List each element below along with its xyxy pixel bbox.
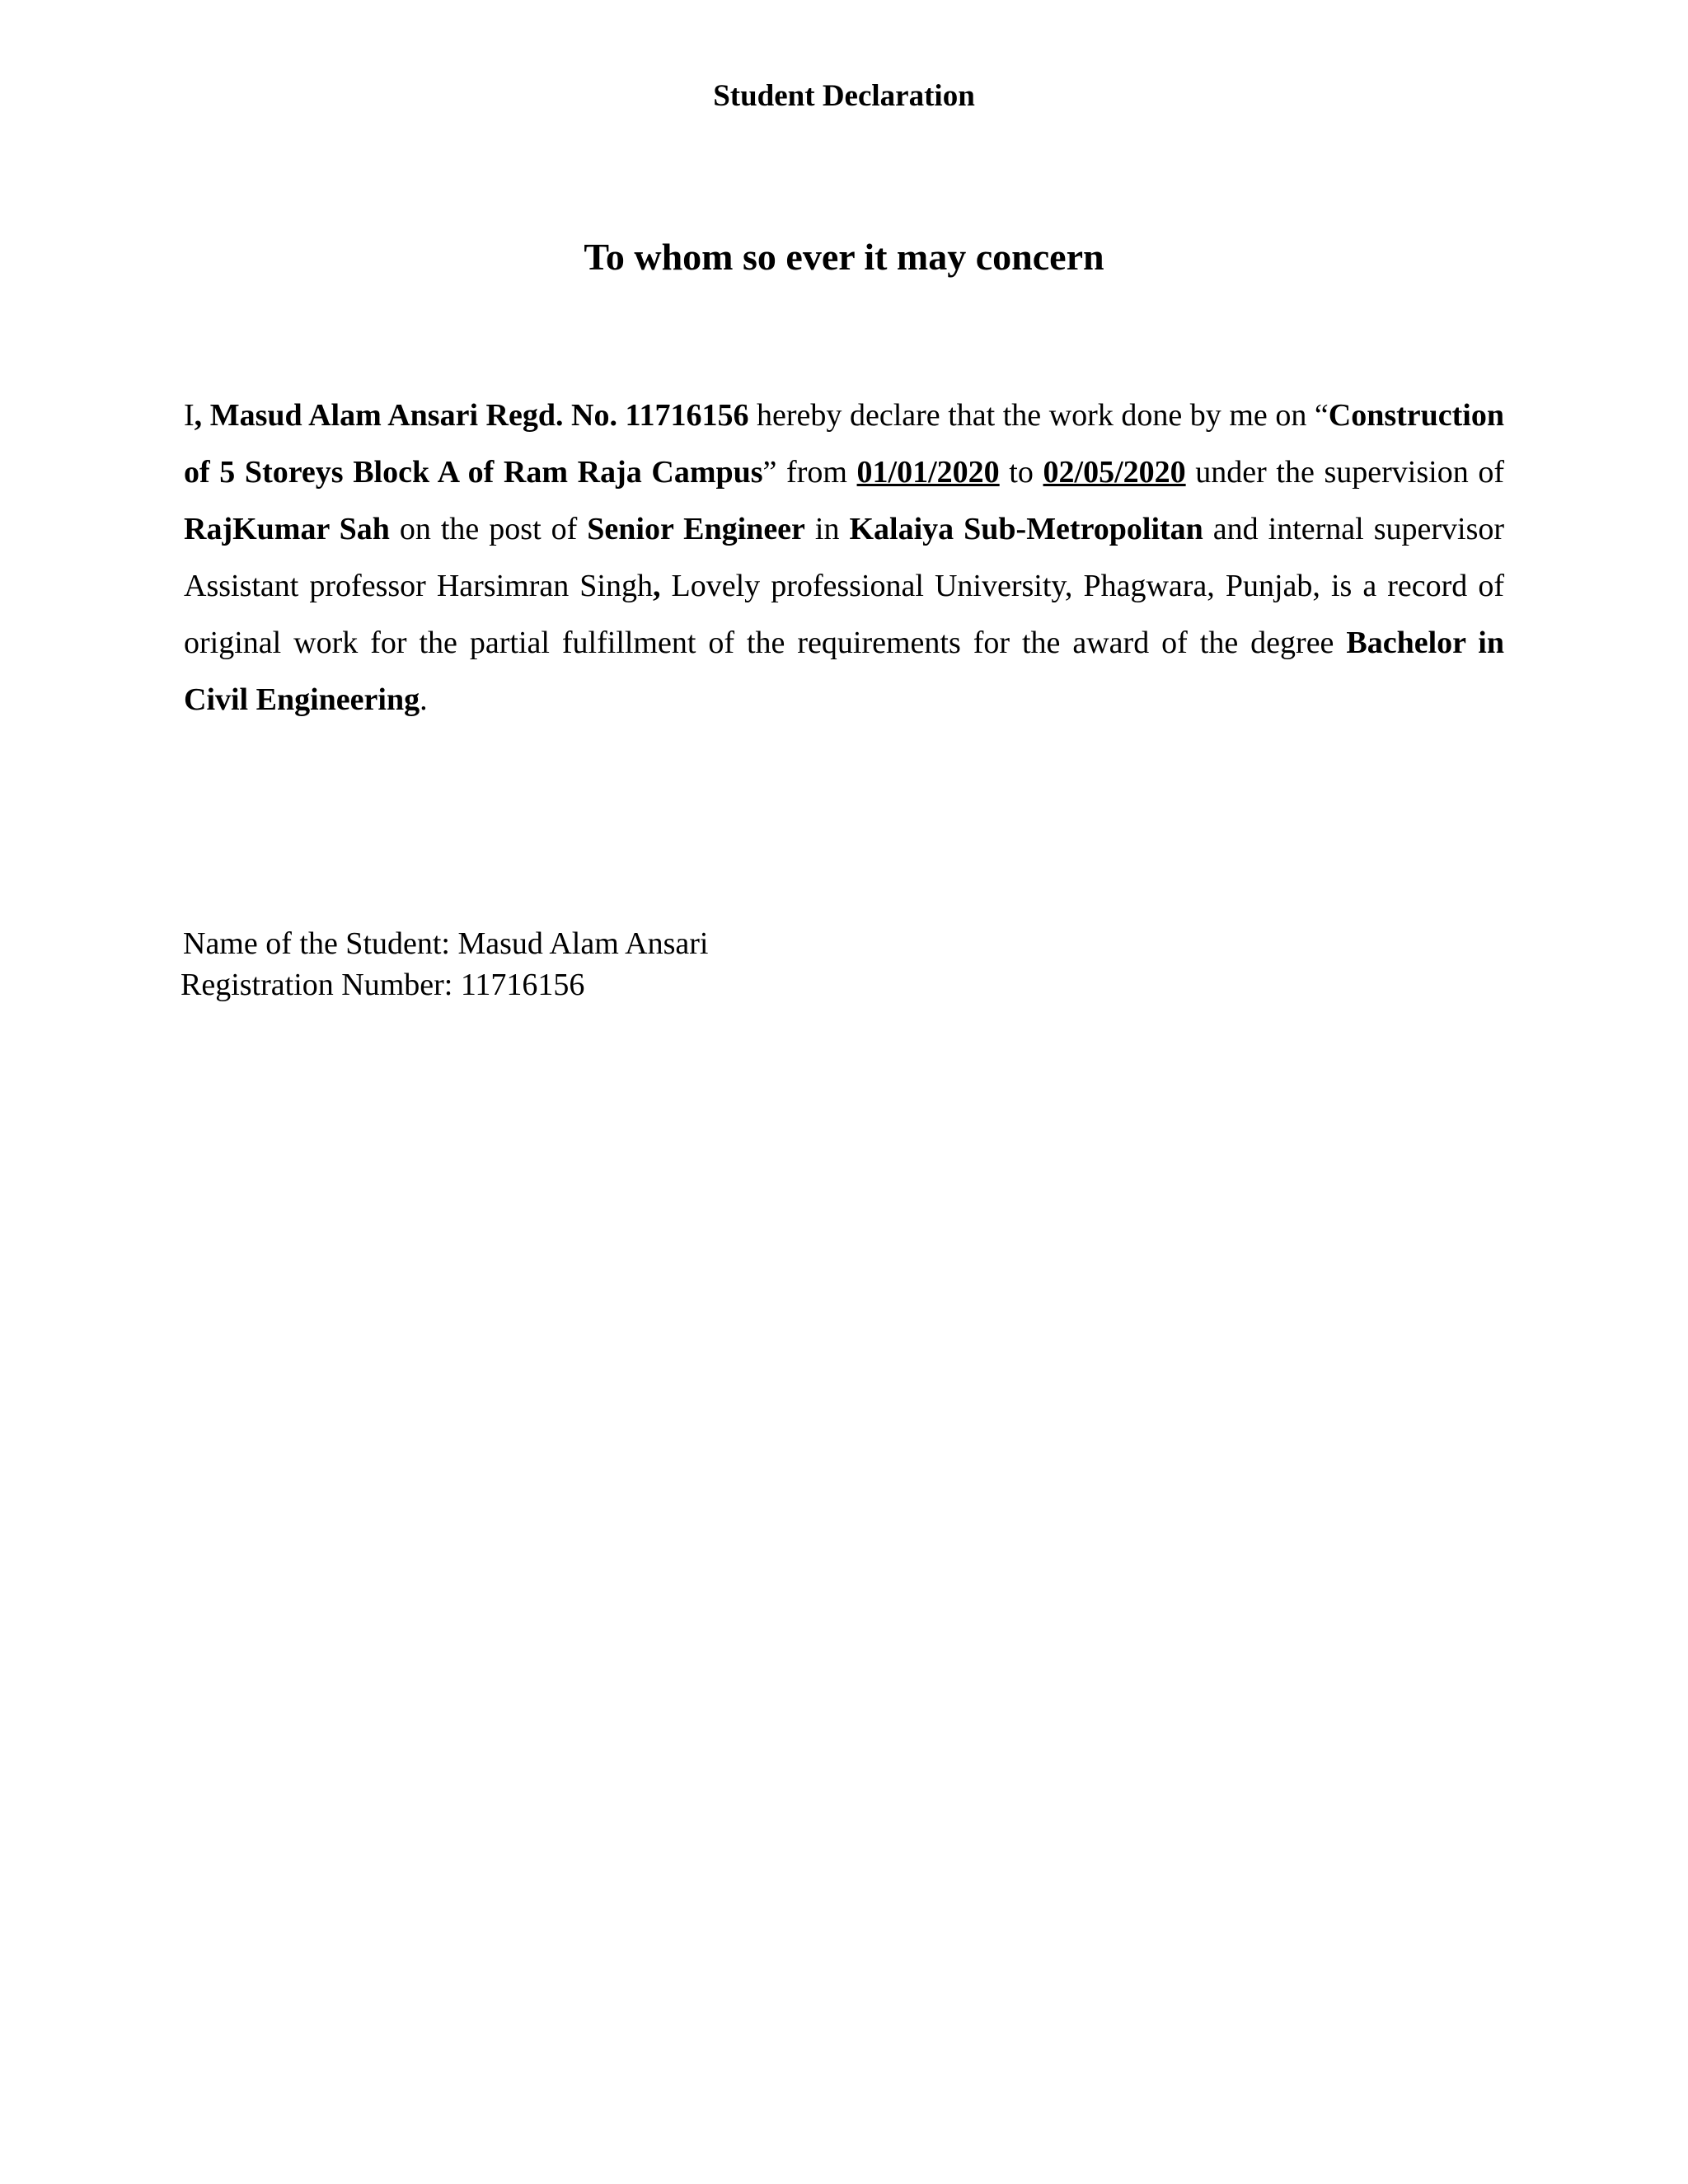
- registration-number-line: Registration Number: 11716156: [181, 968, 585, 1002]
- supervisor-post: Senior Engineer: [587, 512, 805, 546]
- document-subheading: To whom so ever it may concern: [584, 236, 1104, 278]
- start-date: 01/01/2020: [856, 455, 1000, 490]
- declaration-paragraph: [184, 387, 1504, 729]
- declaration-text: hereby declare that the work done by me on “: [748, 398, 1329, 433]
- degree-name: Bachelor in Civil Engineering: [184, 626, 1504, 717]
- student-name-bold: , Masud Alam Ansari Regd. No. 11716156: [194, 398, 749, 433]
- declaration-text: to: [999, 455, 1043, 490]
- declaration-comma: ,: [652, 569, 661, 603]
- student-name-line: Name of the Student: Masud Alam Ansari: [183, 926, 709, 961]
- declaration-text: on the post of: [389, 512, 588, 546]
- signature-block: [183, 923, 708, 1005]
- declaration-text: under the supervision of: [1185, 455, 1505, 490]
- declaration-text: .: [420, 682, 428, 717]
- declaration-text: I: [184, 398, 195, 433]
- project-title: Construction of 5 Storeys Block A of Ram Raja Campus: [184, 398, 1504, 490]
- declaration-text: ” from: [762, 455, 857, 490]
- declaration-text: in: [804, 512, 850, 546]
- end-date: 02/05/2020: [1043, 455, 1186, 490]
- organization-name: Kalaiya Sub-Metropolitan: [849, 512, 1203, 546]
- supervisor-name: RajKumar Sah: [184, 512, 390, 546]
- document-heading: Student Declaration: [713, 79, 975, 113]
- declaration-text: and internal supervisor Assistant professor Harsimran Singh: [184, 512, 1505, 603]
- declaration-text: Lovely professional University, Phagwara, Punjab, is a record of original work for the partial fulfillment of the requirements for the award of the degree: [184, 569, 1504, 660]
